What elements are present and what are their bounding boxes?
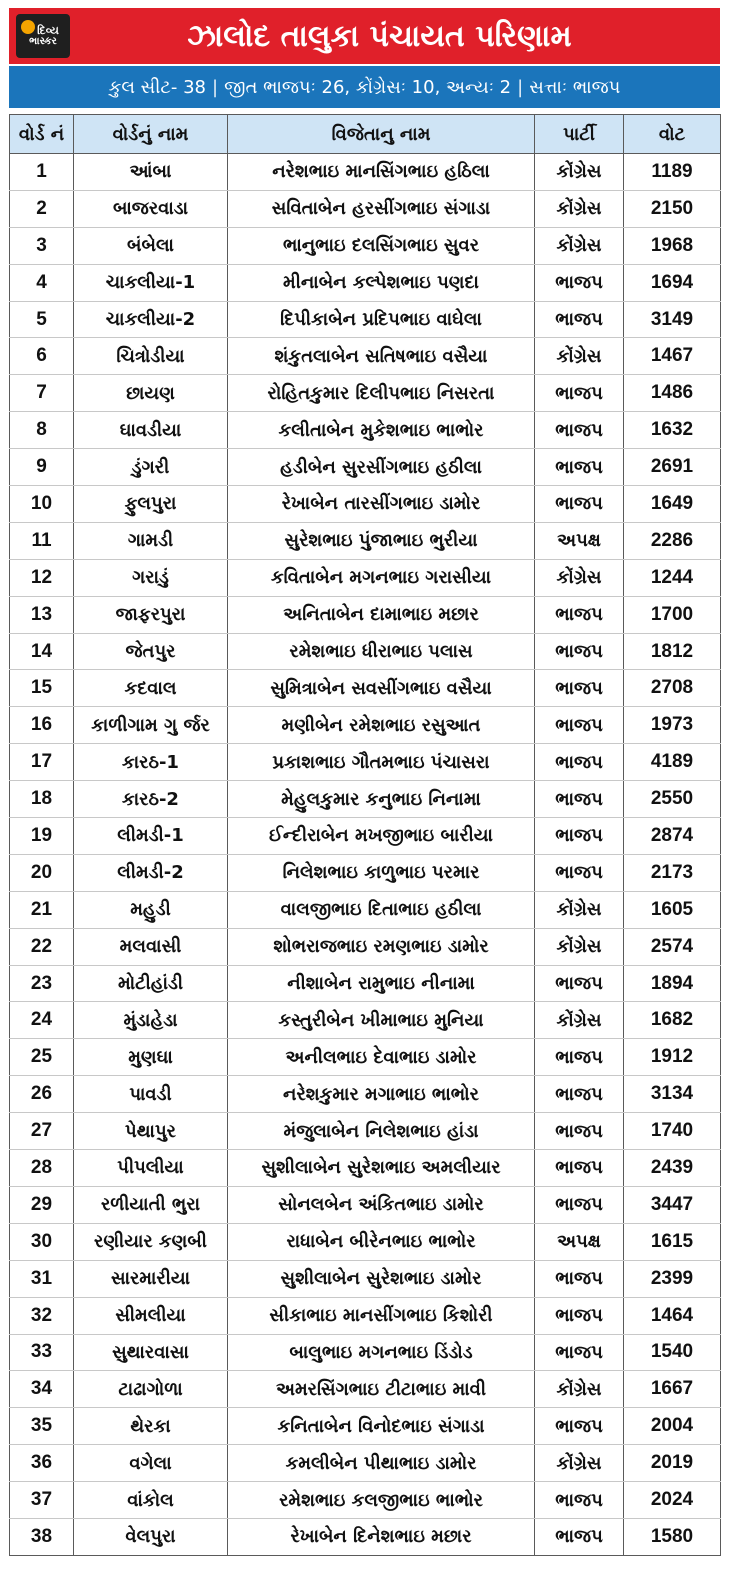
ward-number: 5 (10, 301, 74, 338)
ward-number: 19 (10, 818, 74, 855)
winner-name: મંજુલાબેન નિલેશભાઇ હાંડા (228, 1113, 535, 1150)
ward-number: 20 (10, 854, 74, 891)
vote-count: 1682 (624, 1002, 721, 1039)
ward-number: 27 (10, 1113, 74, 1150)
column-header-votes: વોટ (624, 115, 721, 154)
ward-number: 36 (10, 1445, 74, 1482)
vote-count: 1632 (624, 412, 721, 449)
table-row (10, 190, 721, 227)
party-name: ભાજપ (535, 1297, 624, 1334)
table-row (10, 412, 721, 449)
ward-name: જાફરપુરા (74, 596, 228, 633)
table-row (10, 1482, 721, 1519)
table-row (10, 1371, 721, 1408)
vote-count: 2024 (624, 1482, 721, 1519)
winner-name: શોભરાજભાઇ રમણભાઇ ડામોર (228, 928, 535, 965)
ward-name: ડુંગરી (74, 449, 228, 486)
table-row (10, 1039, 721, 1076)
ward-name: ગામડી (74, 522, 228, 559)
ward-number: 37 (10, 1482, 74, 1519)
ward-name: જેતપુર (74, 633, 228, 670)
party-name: ભાજપ (535, 264, 624, 301)
vote-count: 1667 (624, 1371, 721, 1408)
ward-name: ફુલપુરા (74, 486, 228, 523)
table-row (10, 1297, 721, 1334)
table-row (10, 1334, 721, 1371)
table-row (10, 744, 721, 781)
ward-number: 24 (10, 1002, 74, 1039)
table-row (10, 449, 721, 486)
party-name: ભાજપ (535, 707, 624, 744)
winner-name: ઈન્દીરાબેન મખજીભાઇ બારીયા (228, 818, 535, 855)
party-name: ભાજપ (535, 744, 624, 781)
vote-count: 2004 (624, 1408, 721, 1445)
table-row (10, 781, 721, 818)
winner-name: નરેશકુમાર મગાભાઇ ભાભોર (228, 1076, 535, 1113)
winner-name: દિપીકાબેન પ્રદિપભાઇ વાઘેલા (228, 301, 535, 338)
table-header-row (10, 115, 721, 154)
table-row (10, 227, 721, 264)
table-row (10, 264, 721, 301)
vote-count: 2708 (624, 670, 721, 707)
sun-icon (21, 20, 35, 34)
ward-number: 21 (10, 891, 74, 928)
ward-number: 10 (10, 486, 74, 523)
ward-name: આંબા (74, 154, 228, 191)
vote-count: 1615 (624, 1223, 721, 1260)
winner-name: પ્રકાશભાઇ ગૌતમભાઇ પંચાસરા (228, 744, 535, 781)
ward-name: ચિત્રોડીયા (74, 338, 228, 375)
vote-count: 1605 (624, 891, 721, 928)
party-name: ભાજપ (535, 633, 624, 670)
ward-number: 14 (10, 633, 74, 670)
vote-count: 1189 (624, 154, 721, 191)
party-name: કોંગ્રેસ (535, 1445, 624, 1482)
table-row (10, 1445, 721, 1482)
table-row (10, 965, 721, 1002)
winner-name: સુરેશભાઇ પુંજાભાઇ ભુરીયા (228, 522, 535, 559)
party-name: ભાજપ (535, 1518, 624, 1555)
column-header-party: પાર્ટી (535, 115, 624, 154)
column-header-winner-name: વિજેતાનુ નામ (228, 115, 535, 154)
table-row (10, 559, 721, 596)
party-name: ભાજપ (535, 818, 624, 855)
party-name: ભાજપ (535, 781, 624, 818)
winner-name: મેહુલકુમાર કનુભાઇ નિનામા (228, 781, 535, 818)
ward-number: 3 (10, 227, 74, 264)
party-name: કોંગ્રેસ (535, 1002, 624, 1039)
ward-number: 22 (10, 928, 74, 965)
party-name: ભાજપ (535, 965, 624, 1002)
ward-number: 12 (10, 559, 74, 596)
ward-number: 31 (10, 1260, 74, 1297)
ward-number: 29 (10, 1186, 74, 1223)
winner-name: કવિતાબેન મગનભાઇ ગરાસીયા (228, 559, 535, 596)
winner-name: હડીબેન સુરસીંગભાઇ હઠીલા (228, 449, 535, 486)
ward-name: કારઠ-2 (74, 781, 228, 818)
ward-number: 1 (10, 154, 74, 191)
vote-count: 1649 (624, 486, 721, 523)
ward-name: કારઠ-1 (74, 744, 228, 781)
party-name: ભાજપ (535, 670, 624, 707)
party-name: ભાજપ (535, 449, 624, 486)
vote-count: 1812 (624, 633, 721, 670)
vote-count: 3149 (624, 301, 721, 338)
winner-name: વાલજીભાઇ દિતાભાઇ હઠીલા (228, 891, 535, 928)
vote-count: 2399 (624, 1260, 721, 1297)
ward-name: ચાકલીયા-1 (74, 264, 228, 301)
ward-number: 8 (10, 412, 74, 449)
ward-name: ચાકલીયા-2 (74, 301, 228, 338)
vote-count: 4189 (624, 744, 721, 781)
ward-name: ઘાવડીયા (74, 412, 228, 449)
winner-name: નરેશભાઇ માનસિંગભાઇ હઠિલા (228, 154, 535, 191)
ward-number: 9 (10, 449, 74, 486)
ward-name: લીમડી-2 (74, 854, 228, 891)
winner-name: રમેશભાઇ કલજીભાઇ ભાભોર (228, 1482, 535, 1519)
table-row (10, 1076, 721, 1113)
vote-count: 1694 (624, 264, 721, 301)
ward-name: બંબેલા (74, 227, 228, 264)
winner-name: સીકાભાઇ માનસીંગભાઇ કિશોરી (228, 1297, 535, 1334)
table-row (10, 1150, 721, 1187)
ward-number: 32 (10, 1297, 74, 1334)
party-name: ભાજપ (535, 1482, 624, 1519)
winner-name: નીશાબેન રામુભાઇ નીનામા (228, 965, 535, 1002)
ward-number: 11 (10, 522, 74, 559)
vote-count: 1244 (624, 559, 721, 596)
vote-count: 2550 (624, 781, 721, 818)
ward-name: વગેલા (74, 1445, 228, 1482)
winner-name: ભાનુભાઇ દલસિંગભાઇ સુવર (228, 227, 535, 264)
winner-name: મણીબેન રમેશભાઇ રસુઆત (228, 707, 535, 744)
ward-name: રળીયાતી ભુરા (74, 1186, 228, 1223)
separator: | (517, 76, 524, 98)
ward-name: મોટીહાંડી (74, 965, 228, 1002)
table-row (10, 670, 721, 707)
vote-count: 1700 (624, 596, 721, 633)
table-row (10, 1186, 721, 1223)
ward-name: છાયણ (74, 375, 228, 412)
vote-count: 1540 (624, 1334, 721, 1371)
table-row (10, 154, 721, 191)
vote-count: 2874 (624, 818, 721, 855)
ward-name: વેલપુરા (74, 1518, 228, 1555)
ward-number: 38 (10, 1518, 74, 1555)
table-row (10, 1408, 721, 1445)
party-name: કોંગ્રેસ (535, 154, 624, 191)
party-name: કોંગ્રેસ (535, 190, 624, 227)
ward-name: વાંકોલ (74, 1482, 228, 1519)
winner-name: કનિતાબેન વિનોદભાઇ સંગાડા (228, 1408, 535, 1445)
ward-name: મુણઘા (74, 1039, 228, 1076)
winner-name: કલીતાબેન મુકેશભાઇ ભાભોર (228, 412, 535, 449)
ward-name: બાજરવાડા (74, 190, 228, 227)
winner-name: રમેશભાઇ ધીરાભાઇ પલાસ (228, 633, 535, 670)
winner-name: સોનલબેન અંકિતભાઇ ડામોર (228, 1186, 535, 1223)
logo-line-2: ભાસ્કર (29, 35, 57, 47)
ward-name: પીપલીયા (74, 1150, 228, 1187)
ward-name: થેરકા (74, 1408, 228, 1445)
party-name: કોંગ્રેસ (535, 559, 624, 596)
vote-count: 2574 (624, 928, 721, 965)
party-name: ભાજપ (535, 1076, 624, 1113)
table-row (10, 818, 721, 855)
vote-count: 1973 (624, 707, 721, 744)
ward-name: પેથાપુર (74, 1113, 228, 1150)
party-name: ભાજપ (535, 375, 624, 412)
results-table (9, 114, 721, 1556)
table-row (10, 854, 721, 891)
ward-number: 35 (10, 1408, 74, 1445)
column-header-ward-no: વોર્ડ નં (10, 115, 74, 154)
winner-name: મીનાબેન કલ્પેશભાઇ પણદા (228, 264, 535, 301)
vote-count: 2019 (624, 1445, 721, 1482)
ward-name: સીમલીયા (74, 1297, 228, 1334)
party-name: અપક્ષ (535, 522, 624, 559)
party-name: ભાજપ (535, 596, 624, 633)
winner-name: નિલેશભાઇ કાળુભાઇ પરમાર (228, 854, 535, 891)
vote-count: 3134 (624, 1076, 721, 1113)
party-name: અપક્ષ (535, 1223, 624, 1260)
total-seats: કુલ સીટ- 38 (108, 76, 207, 98)
vote-count: 2150 (624, 190, 721, 227)
ward-number: 28 (10, 1150, 74, 1187)
ruling-party: સત્તાઃ ભાજપ (529, 76, 621, 98)
winner-name: શંકુતલાબેન સતિષભાઇ વસૈયા (228, 338, 535, 375)
ward-number: 13 (10, 596, 74, 633)
party-wins: જીત ભાજપઃ 26, કોંગ્રેસઃ 10, અન્યઃ 2 (224, 76, 512, 98)
party-name: કોંગ્રેસ (535, 338, 624, 375)
winner-name: બાલુભાઇ મગનભાઇ ડિંડોડ (228, 1334, 535, 1371)
table-row (10, 375, 721, 412)
vote-count: 2691 (624, 449, 721, 486)
party-name: ભાજપ (535, 1408, 624, 1445)
party-name: કોંગ્રેસ (535, 891, 624, 928)
ward-name: ગરાડું (74, 559, 228, 596)
table-row (10, 1223, 721, 1260)
ward-name: રણીયાર કણબી (74, 1223, 228, 1260)
ward-number: 6 (10, 338, 74, 375)
ward-number: 25 (10, 1039, 74, 1076)
party-name: કોંગ્રેસ (535, 227, 624, 264)
winner-name: કસ્તુરીબેન ખીમાભાઇ મુનિયા (228, 1002, 535, 1039)
ward-name: કદવાલ (74, 670, 228, 707)
ward-name: મુંડાહેડા (74, 1002, 228, 1039)
winner-name: રોહિતકુમાર દિલીપભાઇ નિસરતા (228, 375, 535, 412)
divya-bhaskar-logo (16, 14, 70, 58)
party-name: ભાજપ (535, 1186, 624, 1223)
winner-name: અમરસિંગભાઇ ટીટાભાઇ માવી (228, 1371, 535, 1408)
winner-name: રાધાબેન બીરેનભાઇ ભાભોર (228, 1223, 535, 1260)
winner-name: અનીલભાઇ દેવાભાઇ ડામોર (228, 1039, 535, 1076)
party-name: ભાજપ (535, 412, 624, 449)
party-name: ભાજપ (535, 486, 624, 523)
party-name: ભાજપ (535, 1039, 624, 1076)
winner-name: રેખાબેન દિનેશભાઇ મછાર (228, 1518, 535, 1555)
vote-count: 2286 (624, 522, 721, 559)
table-row (10, 1113, 721, 1150)
vote-count: 1740 (624, 1113, 721, 1150)
table-row (10, 338, 721, 375)
winner-name: સુશીલાબેન સુરેશભાઇ ડામોર (228, 1260, 535, 1297)
ward-name: મલવાસી (74, 928, 228, 965)
ward-name: કાળીગામ ગુ ર્જર (74, 707, 228, 744)
table-row (10, 301, 721, 338)
party-name: ભાજપ (535, 854, 624, 891)
vote-count: 2173 (624, 854, 721, 891)
ward-name: લીમડી-1 (74, 818, 228, 855)
ward-name: ટાઢાગોળા (74, 1371, 228, 1408)
vote-count: 3447 (624, 1186, 721, 1223)
ward-number: 2 (10, 190, 74, 227)
ward-number: 34 (10, 1371, 74, 1408)
logo-line-1: દિવ્ય (37, 23, 59, 37)
ward-number: 33 (10, 1334, 74, 1371)
winner-name: રેખાબેન તારસીંગભાઇ ડામોર (228, 486, 535, 523)
table-row (10, 1260, 721, 1297)
ward-number: 4 (10, 264, 74, 301)
vote-count: 2439 (624, 1150, 721, 1187)
vote-count: 1968 (624, 227, 721, 264)
party-name: ભાજપ (535, 301, 624, 338)
party-name: ભાજપ (535, 1150, 624, 1187)
table-row (10, 486, 721, 523)
table-body (10, 154, 721, 1556)
table-row (10, 1002, 721, 1039)
table-row (10, 707, 721, 744)
ward-number: 15 (10, 670, 74, 707)
ward-number: 30 (10, 1223, 74, 1260)
ward-name: સારમારીયા (74, 1260, 228, 1297)
column-header-ward-name: વોર્ડનું નામ (74, 115, 228, 154)
vote-count: 1464 (624, 1297, 721, 1334)
table-row (10, 891, 721, 928)
winner-name: સવિતાબેન હરસીંગભાઇ સંગાડા (228, 190, 535, 227)
table-row (10, 633, 721, 670)
party-name: ભાજપ (535, 1113, 624, 1150)
ward-number: 23 (10, 965, 74, 1002)
vote-count: 1467 (624, 338, 721, 375)
table-row (10, 1518, 721, 1555)
winner-name: સુશીલાબેન સુરેશભાઇ અમલીયાર (228, 1150, 535, 1187)
ward-name: પાવડી (74, 1076, 228, 1113)
winner-name: કમલીબેન પીથાભાઇ ડામોર (228, 1445, 535, 1482)
summary-bar (9, 66, 720, 108)
ward-name: મહુડી (74, 891, 228, 928)
ward-name: સુથારવાસા (74, 1334, 228, 1371)
vote-count: 1894 (624, 965, 721, 1002)
page-title: ઝાલોદ તાલુકા પંચાયત પરિણામ (187, 18, 572, 54)
vote-count: 1580 (624, 1518, 721, 1555)
party-name: કોંગ્રેસ (535, 928, 624, 965)
winner-name: અનિતાબેન દામાભાઇ મછાર (228, 596, 535, 633)
table-row (10, 522, 721, 559)
party-name: ભાજપ (535, 1260, 624, 1297)
vote-count: 1912 (624, 1039, 721, 1076)
ward-number: 16 (10, 707, 74, 744)
vote-count: 1486 (624, 375, 721, 412)
separator: | (212, 76, 219, 98)
party-name: ભાજપ (535, 1334, 624, 1371)
ward-number: 18 (10, 781, 74, 818)
ward-number: 26 (10, 1076, 74, 1113)
table-row (10, 928, 721, 965)
winner-name: સુમિત્રાબેન સવસીંગભાઇ વસૈયા (228, 670, 535, 707)
ward-number: 7 (10, 375, 74, 412)
title-bar (9, 8, 720, 64)
ward-number: 17 (10, 744, 74, 781)
table-row (10, 596, 721, 633)
party-name: કોંગ્રેસ (535, 1371, 624, 1408)
